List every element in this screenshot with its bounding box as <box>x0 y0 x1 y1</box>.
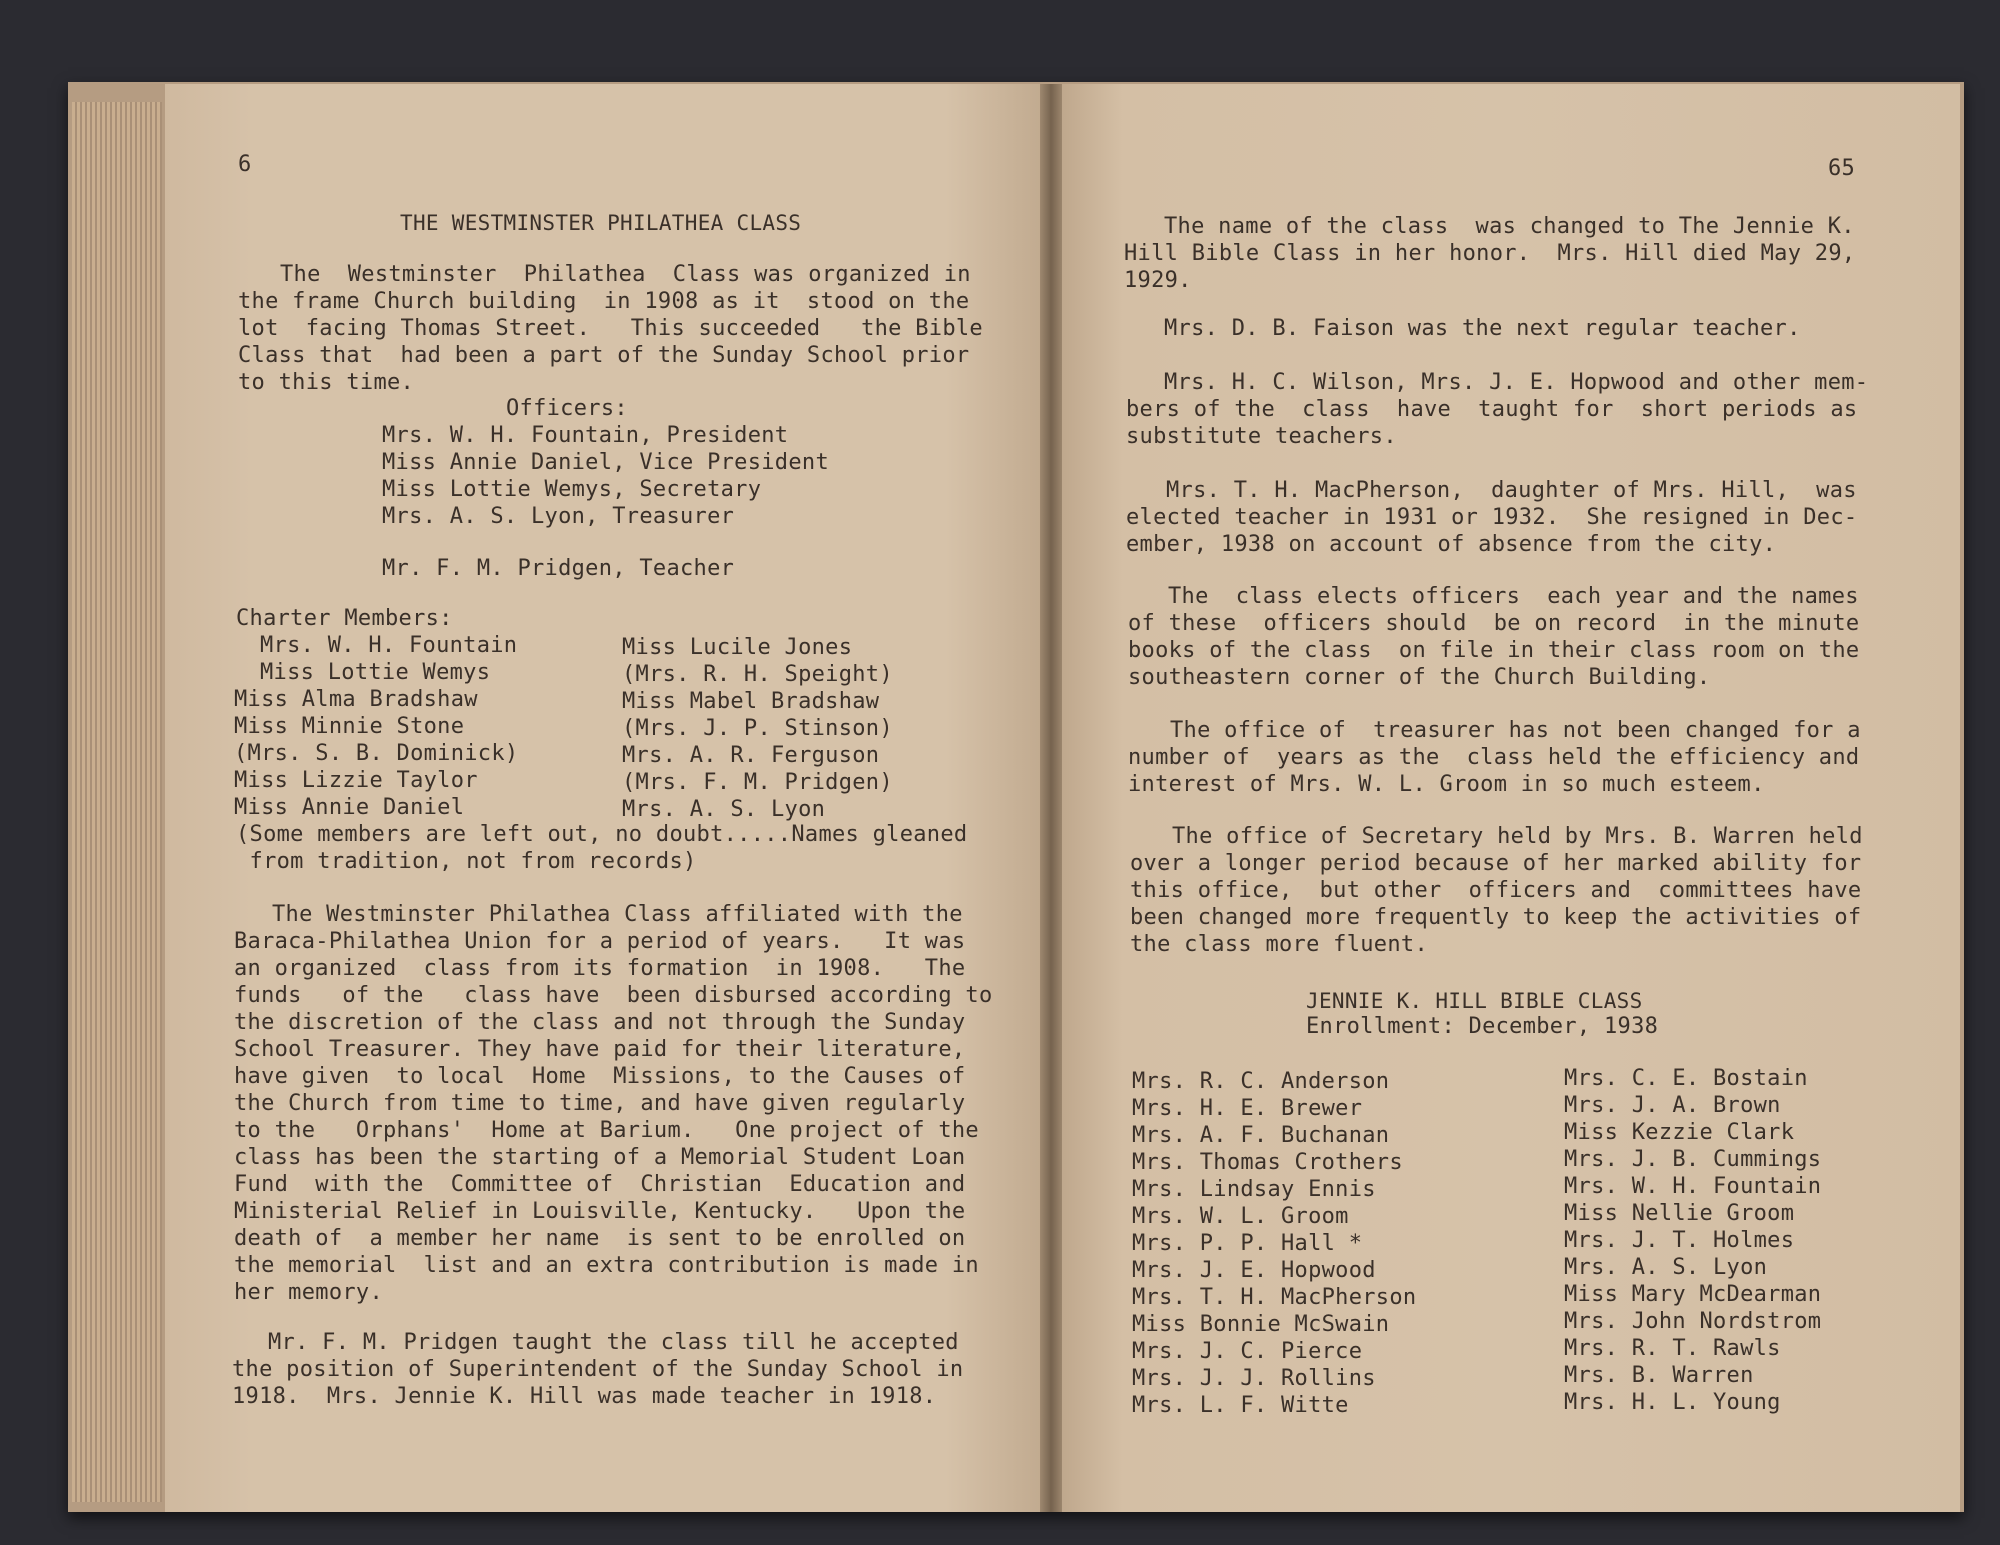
roster-member: Mrs. R. T. Rawls <box>1564 1336 1781 1361</box>
text-line: (Some members are left out, no doubt.....Names gleaned <box>236 822 968 847</box>
roster-member: Mrs. P. P. Hall * <box>1132 1231 1363 1256</box>
charter-member: Miss Annie Daniel <box>234 795 465 820</box>
charter-member: Mrs. A. S. Lyon <box>622 797 826 822</box>
roster-member: Mrs. John Nordstrom <box>1564 1309 1822 1334</box>
officers-heading: Officers: <box>506 396 628 421</box>
roster-member: Mrs. J. T. Holmes <box>1564 1228 1795 1253</box>
charter-member: (Mrs. J. P. Stinson) <box>622 716 893 741</box>
text-line: the class more fluent. <box>1130 932 1428 957</box>
charter-member: Mrs. W. H. Fountain <box>260 633 518 658</box>
charter-member: Miss Mabel Bradshaw <box>622 689 880 714</box>
text-line: books of the class on file in their class room on the <box>1128 638 1860 663</box>
text-line: to this time. <box>238 370 415 395</box>
roster-member: Mrs. Thomas Crothers <box>1132 1150 1403 1175</box>
text-line: lot facing Thomas Street. This succeeded the Bible <box>238 316 983 341</box>
roster-member: Mrs. R. C. Anderson <box>1132 1069 1390 1094</box>
charter-heading: Charter Members: <box>236 606 453 631</box>
officer-item: Miss Annie Daniel, Vice President <box>382 450 829 475</box>
charter-member: Miss Alma Bradshaw <box>234 687 478 712</box>
text-line: Mr. F. M. Pridgen taught the class till he accepted <box>268 1330 959 1355</box>
text-line: this office, but other officers and committees have <box>1130 878 1862 903</box>
roster-member: Miss Mary McDearman <box>1564 1282 1822 1307</box>
text-line: bers of the class have taught for short periods as <box>1126 397 1858 422</box>
roster-member: Mrs. C. E. Bostain <box>1564 1066 1808 1091</box>
text-line: to the Orphans' Home at Barium. One project of the <box>234 1118 979 1143</box>
teacher-line: Mr. F. M. Pridgen, Teacher <box>382 556 735 581</box>
roster-subtitle: Enrollment: December, 1938 <box>1306 1014 1659 1039</box>
officer-item: Mrs. W. H. Fountain, President <box>382 423 789 448</box>
roster-member: Mrs. J. J. Rollins <box>1132 1366 1376 1391</box>
text-line: elected teacher in 1931 or 1932. She resigned in Dec- <box>1126 505 1858 530</box>
roster-member: Mrs. J. E. Hopwood <box>1132 1258 1376 1283</box>
officer-item: Miss Lottie Wemys, Secretary <box>382 477 762 502</box>
text-line: the discretion of the class and not through the Sunday <box>234 1010 966 1035</box>
text-line: 1918. Mrs. Jennie K. Hill was made teacher in 1918. <box>232 1384 937 1409</box>
left-page-title: THE WESTMINSTER PHILATHEA CLASS <box>400 211 802 235</box>
text-line: have given to local Home Missions, to the Causes of <box>234 1064 966 1089</box>
text-line: the position of Superintendent of the Sunday School in <box>232 1357 964 1382</box>
roster-member: Mrs. B. Warren <box>1564 1363 1754 1388</box>
text-line: southeastern corner of the Church Building. <box>1128 665 1711 690</box>
text-line: over a longer period because of her marked ability for <box>1130 851 1862 876</box>
roster-member: Mrs. H. E. Brewer <box>1132 1096 1363 1121</box>
text-line: from tradition, not from records) <box>236 849 697 874</box>
charter-member: Mrs. A. R. Ferguson <box>622 743 880 768</box>
charter-member: (Mrs. S. B. Dominick) <box>234 741 519 766</box>
text-line: class has been the starting of a Memorial Student Loan <box>234 1145 966 1170</box>
roster-member: Mrs. J. C. Pierce <box>1132 1339 1363 1364</box>
page-edges <box>72 102 162 1502</box>
charter-member: Miss Lizzie Taylor <box>234 768 478 793</box>
roster-member: Miss Kezzie Clark <box>1564 1120 1795 1145</box>
roster-member: Mrs. T. H. MacPherson <box>1132 1285 1417 1310</box>
text-line: The office of Secretary held by Mrs. B. Warren held <box>1172 824 1863 849</box>
roster-member: Miss Bonnie McSwain <box>1132 1312 1390 1337</box>
charter-member: Miss Lucile Jones <box>622 635 853 660</box>
charter-member: Miss Minnie Stone <box>234 714 465 739</box>
text-line: ember, 1938 on account of absence from the city. <box>1126 532 1777 557</box>
roster-member: Mrs. H. L. Young <box>1564 1390 1781 1415</box>
text-line: The office of treasurer has not been changed for a <box>1170 718 1861 743</box>
text-line: The class elects officers each year and the names <box>1168 584 1859 609</box>
text-line: Fund with the Committee of Christian Education and <box>234 1172 966 1197</box>
text-line: the memorial list and an extra contribution is made in <box>234 1253 979 1278</box>
roster-member: Mrs. W. H. Fountain <box>1564 1174 1822 1199</box>
roster-member: Mrs. J. B. Cummings <box>1564 1147 1822 1172</box>
roster-member: Mrs. Lindsay Ennis <box>1132 1177 1376 1202</box>
roster-member: Miss Nellie Groom <box>1564 1201 1795 1226</box>
text-line: Mrs. D. B. Faison was the next regular teacher. <box>1164 316 1801 341</box>
text-line: The Westminster Philathea Class was organized in <box>280 262 971 287</box>
book-gutter <box>1040 84 1062 1512</box>
roster-member: Mrs. A. S. Lyon <box>1564 1255 1768 1280</box>
text-line: Ministerial Relief in Louisville, Kentucky. Upon the <box>234 1199 966 1224</box>
officer-item: Mrs. A. S. Lyon, Treasurer <box>382 504 735 529</box>
text-line: Hill Bible Class in her honor. Mrs. Hill died May 29, <box>1124 241 1856 266</box>
text-line: number of years as the class held the efficiency and <box>1128 745 1860 770</box>
text-line: been changed more frequently to keep the activities of <box>1130 905 1862 930</box>
charter-member: (Mrs. R. H. Speight) <box>622 662 893 687</box>
text-line: 1929. <box>1124 268 1192 293</box>
text-line: Class that had been a part of the Sunday School prior <box>238 343 970 368</box>
text-line: School Treasurer. They have paid for their literature, <box>234 1037 966 1062</box>
text-line: Mrs. T. H. MacPherson, daughter of Mrs. Hill, was <box>1166 478 1857 503</box>
charter-member: Miss Lottie Wemys <box>260 660 491 685</box>
text-line: death of a member her name is sent to be enrolled on <box>234 1226 966 1251</box>
text-line: Baraca-Philathea Union for a period of years. It was <box>234 929 966 954</box>
roster-member: Mrs. A. F. Buchanan <box>1132 1123 1390 1148</box>
right-page-number: 65 <box>1828 156 1856 181</box>
roster-member: Mrs. W. L. Groom <box>1132 1204 1349 1229</box>
roster-member: Mrs. L. F. Witte <box>1132 1393 1349 1418</box>
left-page-number: 6 <box>238 152 252 177</box>
roster-member: Mrs. J. A. Brown <box>1564 1093 1781 1118</box>
text-line: The Westminster Philathea Class affiliated with the <box>272 902 963 927</box>
charter-member: (Mrs. F. M. Pridgen) <box>622 770 893 795</box>
text-line: the frame Church building in 1908 as it stood on the <box>238 289 970 314</box>
text-line: of these officers should be on record in the minute <box>1128 611 1860 636</box>
text-line: her memory. <box>234 1280 383 1305</box>
text-line: an organized class from its formation in 1908. The <box>234 956 966 981</box>
text-line: Mrs. H. C. Wilson, Mrs. J. E. Hopwood and other mem- <box>1164 370 1869 395</box>
roster-title: JENNIE K. HILL BIBLE CLASS <box>1306 989 1643 1013</box>
text-line: interest of Mrs. W. L. Groom in so much esteem. <box>1128 772 1765 797</box>
text-line: substitute teachers. <box>1126 424 1397 449</box>
text-line: funds of the class have been disbursed according to <box>234 983 993 1008</box>
text-line: The name of the class was changed to The Jennie K. <box>1164 214 1855 239</box>
text-line: the Church from time to time, and have given regularly <box>234 1091 966 1116</box>
